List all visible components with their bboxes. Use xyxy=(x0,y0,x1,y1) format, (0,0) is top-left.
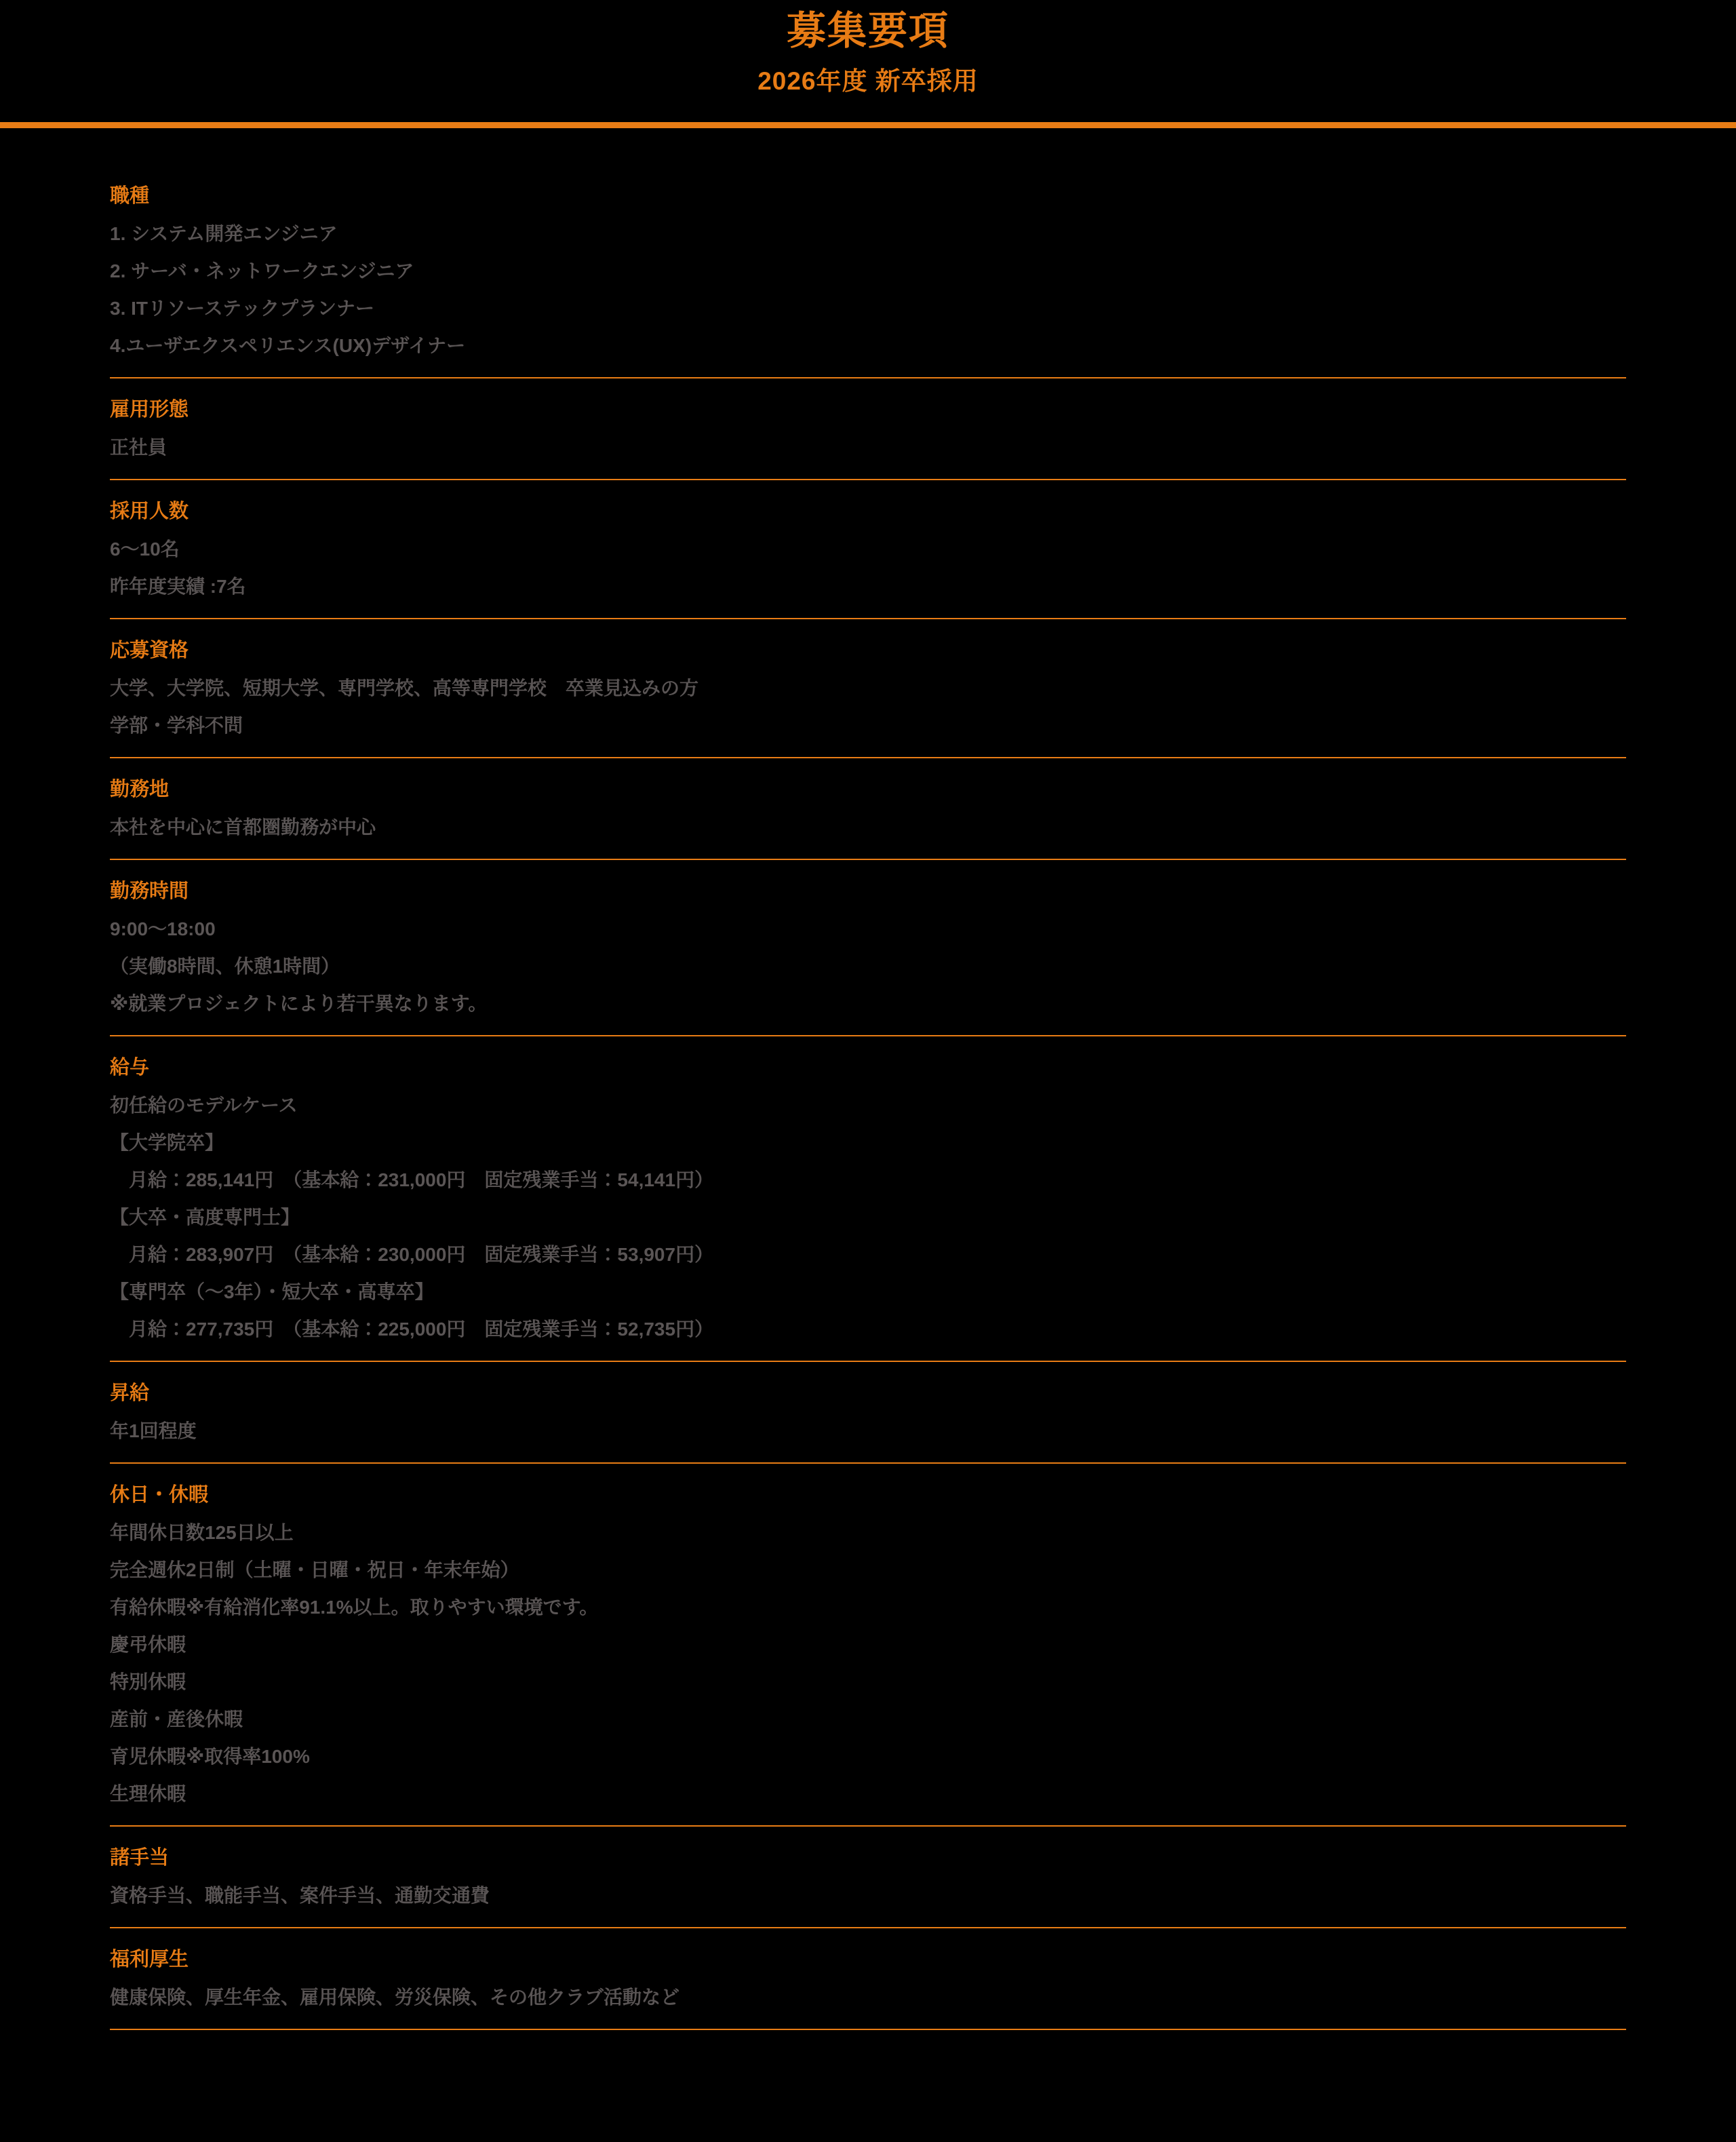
section-line: 慶弔休暇 xyxy=(110,1634,186,1655)
section-title-raise: 昇給 xyxy=(110,1382,150,1404)
section-divider xyxy=(110,1035,1626,1036)
section-divider xyxy=(110,1361,1626,1362)
section-line: 9:00〜18:00 xyxy=(110,918,216,939)
section-line: 育児休暇※取得率100% xyxy=(110,1746,310,1767)
page-subtitle: 2026年度 新卒採用 xyxy=(757,67,979,95)
section-divider xyxy=(110,1462,1626,1464)
section-title-work-location: 勤務地 xyxy=(110,779,170,800)
section-line: 正社員 xyxy=(110,437,167,458)
section-divider xyxy=(110,757,1626,758)
section-title-work-hours: 勤務時間 xyxy=(110,880,189,902)
section-line: 3. ITリソーステックプランナー xyxy=(110,298,375,319)
section-title-allowances: 諸手当 xyxy=(110,1847,170,1869)
section-divider xyxy=(110,859,1626,860)
section-qualifications xyxy=(110,632,1626,758)
section-line: 資格手当、職能手当、案件手当、通勤交通費 xyxy=(110,1885,490,1906)
section-job-type xyxy=(110,178,1626,378)
section-title-benefits: 福利厚生 xyxy=(110,1949,189,1970)
section-line: 【大学院卒】 xyxy=(110,1132,224,1153)
section-benefits xyxy=(110,1941,1626,2030)
section-line: 年1回程度 xyxy=(110,1420,197,1441)
section-line: 月給：283,907円 （基本給：230,000円 固定残業手当：53,907円） xyxy=(110,1244,714,1265)
section-line: 特別休暇 xyxy=(110,1671,186,1692)
header-divider xyxy=(0,122,1736,128)
section-line: 月給：285,141円 （基本給：231,000円 固定残業手当：54,141円） xyxy=(110,1169,714,1190)
section-work-location xyxy=(110,771,1626,860)
section-line: 年間休日数125日以上 xyxy=(110,1522,294,1543)
section-title-employment-type: 雇用形態 xyxy=(110,399,189,421)
section-title-job-type: 職種 xyxy=(110,185,150,207)
page-title: 募集要項 xyxy=(786,9,949,53)
section-number-of-hires xyxy=(110,493,1626,619)
section-divider xyxy=(110,1825,1626,1827)
section-line: 産前・産後休暇 xyxy=(110,1709,243,1730)
section-title-salary: 給与 xyxy=(110,1057,150,1078)
section-line: 完全週休2日制（土曜・日曜・祝日・年末年始） xyxy=(110,1559,519,1580)
section-work-hours xyxy=(110,873,1626,1036)
section-employment-type xyxy=(110,391,1626,480)
section-title-number-of-hires: 採用人数 xyxy=(110,501,189,522)
section-holidays xyxy=(110,1477,1626,1827)
section-divider xyxy=(110,479,1626,480)
section-title-qualifications: 応募資格 xyxy=(110,640,189,661)
page-header xyxy=(0,0,1736,128)
requirements-sections xyxy=(110,128,1626,2030)
section-divider xyxy=(110,1927,1626,1928)
section-line: 初任給のモデルケース xyxy=(110,1095,298,1116)
section-line: 【大卒・高度専門士】 xyxy=(110,1207,300,1228)
section-raise xyxy=(110,1375,1626,1464)
section-line: 4.ユーザエクスペリエンス(UX)デザイナー xyxy=(110,335,466,356)
section-line: 健康保険、厚生年金、雇用保険、労災保険、その他クラブ活動など xyxy=(110,1987,680,2008)
section-line: 有給休暇※有給消化率91.1%以上。取りやすい環境です。 xyxy=(110,1597,599,1618)
section-divider xyxy=(110,618,1626,619)
section-line: 1. システム開発エンジニア xyxy=(110,223,338,244)
section-divider xyxy=(110,377,1626,378)
section-allowances xyxy=(110,1839,1626,1928)
section-line: （実働8時間、休憩1時間） xyxy=(110,956,340,977)
section-line: 6〜10名 xyxy=(110,539,180,560)
section-line: ※就業プロジェクトにより若干異なります。 xyxy=(110,993,488,1014)
section-title-holidays: 休日・休暇 xyxy=(110,1484,209,1506)
section-salary xyxy=(110,1049,1626,1362)
section-line: 月給：277,735円 （基本給：225,000円 固定残業手当：52,735円） xyxy=(110,1319,714,1340)
section-line: 学部・学科不問 xyxy=(110,715,243,736)
section-line: 昨年度実績 :7名 xyxy=(110,576,246,597)
section-line: 【専門卒（〜3年）・短大卒・高専卒】 xyxy=(110,1281,434,1302)
section-line: 大学、大学院、短期大学、専門学校、高等専門学校 卒業見込みの方 xyxy=(110,678,699,699)
section-divider xyxy=(110,2029,1626,2030)
section-line: 本社を中心に首都圏勤務が中心 xyxy=(110,817,376,838)
section-line: 2. サーバ・ネットワークエンジニア xyxy=(110,260,414,281)
section-line: 生理休暇 xyxy=(110,1783,186,1804)
